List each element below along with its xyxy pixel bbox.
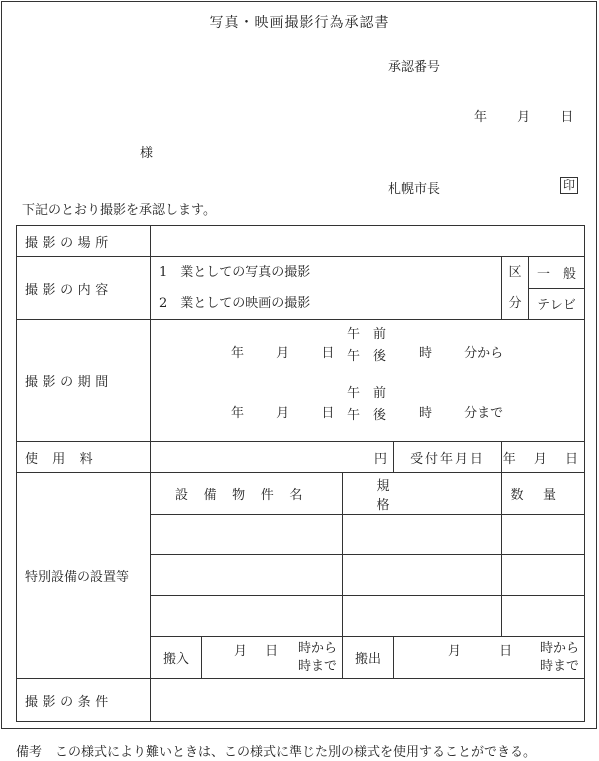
equipment-row-3-name[interactable] — [151, 596, 343, 637]
fee-yen: 円 — [373, 451, 387, 467]
equipment-label: 特別設備の設置等 — [17, 473, 151, 679]
period-start-date — [231, 342, 334, 361]
carry-out-label: 搬出 — [343, 637, 394, 679]
period-end-time — [419, 402, 503, 421]
received-year: 年 — [502, 451, 516, 467]
issuer: 札幌市長 — [388, 182, 441, 197]
document-title: 写真・映画撮影行為承認書 — [209, 15, 390, 31]
equipment-row-2-name[interactable] — [151, 555, 343, 596]
end-am: 午 前 — [347, 386, 387, 401]
received-date-value[interactable] — [502, 442, 585, 473]
content-label: 撮影の内容 — [17, 257, 151, 320]
period-value[interactable] — [151, 320, 585, 442]
division-general[interactable]: 一 般 — [529, 257, 585, 289]
start-day: 日 — [321, 346, 335, 361]
equipment-row-2-qty[interactable] — [502, 555, 585, 596]
place-label: 撮影の場所 — [17, 226, 151, 257]
period-label: 撮影の期間 — [17, 320, 151, 442]
end-day: 日 — [321, 406, 335, 421]
received-day: 日 — [565, 451, 579, 467]
end-until: 分まで — [464, 406, 504, 421]
period-end-date — [231, 402, 334, 421]
conditions-value[interactable] — [151, 679, 585, 722]
header-quantity: 数量 — [502, 473, 585, 515]
conditions-label: 撮影の条件 — [17, 679, 151, 722]
division-tv[interactable]: テレビ — [529, 288, 585, 320]
start-from: 分から — [464, 346, 504, 361]
carry-out-value[interactable] — [394, 637, 585, 679]
equipment-row-1-name[interactable] — [151, 515, 343, 555]
received-month: 月 — [533, 451, 547, 467]
equipment-row-2-spec[interactable] — [343, 555, 502, 596]
carry-in-day: 日 — [265, 644, 279, 659]
carry-in-times — [298, 640, 337, 676]
carry-in-until: 時まで — [297, 659, 337, 674]
content-items — [151, 257, 502, 320]
carry-out-times — [540, 640, 579, 676]
division-label — [502, 257, 529, 320]
carry-out-until: 時まで — [540, 659, 580, 674]
content-item-photo[interactable]: 1 業としての写真の撮影 — [159, 265, 311, 280]
carry-in-value[interactable] — [202, 637, 343, 679]
period-end-ampm — [347, 383, 386, 427]
division-label-1: 区 — [508, 265, 522, 280]
carry-in-date — [234, 640, 278, 659]
start-pm: 午 後 — [347, 349, 387, 364]
date-year: 年 — [474, 110, 488, 125]
carry-in-label: 搬入 — [151, 637, 202, 679]
fee-label: 使用料 — [17, 442, 151, 473]
carry-in-from: 時から — [297, 641, 337, 656]
approval-table — [16, 225, 585, 722]
remark-note: 備考 この様式により難いときは、この様式に準じた別の様式を使用することができる。 — [16, 745, 537, 760]
carry-out-day: 日 — [499, 644, 513, 659]
header-date — [474, 106, 573, 125]
equipment-row-3-spec[interactable] — [343, 596, 502, 637]
equipment-row-3-qty[interactable] — [502, 596, 585, 637]
header-spec: 規格 — [343, 473, 502, 515]
seal-mark — [560, 177, 578, 194]
carry-out-month: 月 — [448, 644, 462, 659]
end-pm: 午 後 — [347, 408, 387, 423]
start-year: 年 — [231, 346, 245, 361]
end-year: 年 — [231, 406, 245, 421]
carry-out-from: 時から — [540, 641, 580, 656]
end-hour: 時 — [419, 406, 433, 421]
start-am: 午 前 — [347, 327, 387, 342]
carry-in-month: 月 — [234, 644, 248, 659]
carry-out-date — [448, 640, 512, 659]
period-start-time — [419, 342, 503, 361]
header-equipment-name: 設備物件名 — [151, 473, 343, 515]
fee-value[interactable] — [151, 442, 394, 473]
date-day: 日 — [560, 110, 574, 125]
seal-text: 印 — [560, 177, 578, 194]
approval-number-label: 承認番号 — [388, 60, 441, 75]
equipment-row-1-spec[interactable] — [343, 515, 502, 555]
addressee-suffix: 様 — [140, 146, 154, 161]
equipment-row-1-qty[interactable] — [502, 515, 585, 555]
date-month: 月 — [517, 110, 531, 125]
intro-text: 下記のとおり撮影を承認します。 — [22, 203, 216, 218]
period-start-ampm — [347, 324, 386, 368]
division-label-2: 分 — [508, 296, 522, 311]
end-month: 月 — [276, 406, 290, 421]
start-hour: 時 — [419, 346, 433, 361]
start-month: 月 — [276, 346, 290, 361]
content-item-film[interactable]: 2 業としての映画の撮影 — [159, 296, 311, 311]
place-value[interactable] — [151, 226, 585, 257]
received-date-label: 受付年月日 — [394, 442, 502, 473]
